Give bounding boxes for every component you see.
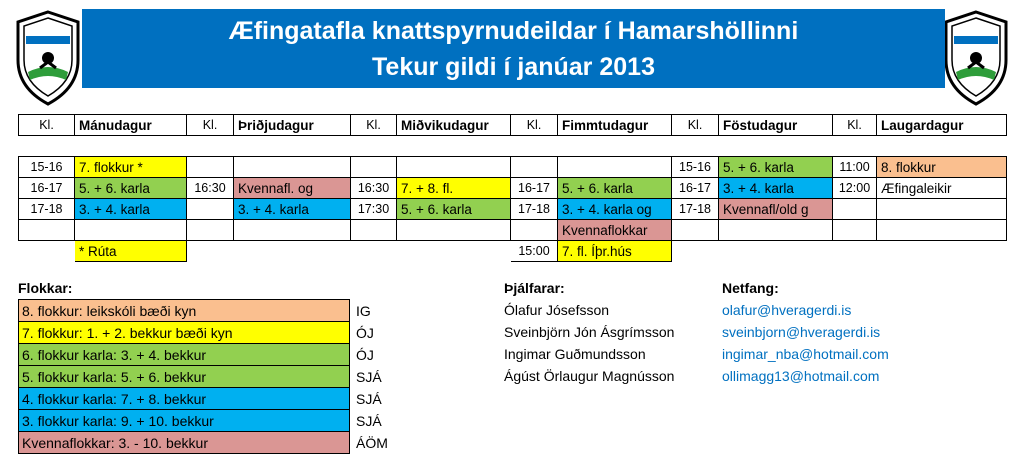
time-cell: 15:00 [511,241,558,262]
session-cell [877,241,1007,262]
time-cell: 16:30 [351,178,397,199]
category-row [19,388,391,410]
session-cell: Kvennaflokkar [558,220,672,241]
time-column-header: Kl. [833,115,877,136]
day-header-row [19,115,1007,136]
schedule-row [19,157,1007,178]
day-header-tuesday: Þriðjudagur [234,115,351,136]
schedule-row [19,199,1007,220]
time-column-header: Kl. [19,115,75,136]
category-label: 5. flokkur karla: 5. + 6. bekkur [19,366,350,388]
coach-code: IG [356,302,371,319]
time-cell [187,157,234,178]
schedule-grid [18,156,1007,262]
time-cell [187,199,234,220]
session-cell: 5. + 6. karla [719,157,833,178]
session-cell: 5. + 6. karla [75,178,187,199]
title-banner [82,9,945,88]
schedule-header-table [18,114,1007,136]
session-cell [75,220,187,241]
category-label: 8. flokkur: leikskóli bæði kyn [19,300,350,322]
session-cell [719,241,833,262]
time-cell [833,241,877,262]
session-cell: 3. + 4. karla og [558,199,672,220]
time-cell [187,241,234,262]
session-cell: Kvennafl. og [234,178,351,199]
page-title: Æfingatafla knattspyrnudeildar í Hamarshöllinni [228,17,799,45]
time-cell [19,241,75,262]
session-cell: 3. + 4. karla [234,199,351,220]
session-cell: 5. + 6. karla [558,178,672,199]
email-link[interactable]: ingimar_nba@hotmail.com [722,346,889,362]
time-column-header: Kl. [511,115,558,136]
categories-heading: Flokkar: [18,280,73,296]
time-cell [351,157,397,178]
email-link[interactable]: ollimagg13@hotmail.com [722,368,880,384]
time-cell: 17-18 [511,199,558,220]
session-cell: Kvennafl/old g [719,199,833,220]
day-header-thursday: Fimmtudagur [558,115,672,136]
coach-name: Sveinbjörn Jón Ásgrímsson [504,324,675,340]
time-cell [833,220,877,241]
club-crest-logo-right [942,10,1010,106]
schedule-row [19,178,1007,199]
session-cell [397,241,511,262]
category-row [19,432,391,454]
time-cell [833,199,877,220]
time-cell [351,241,397,262]
session-cell [719,220,833,241]
email-link[interactable]: sveinbjorn@hveragerdi.is [722,324,881,340]
email-heading: Netfang: [722,280,779,296]
category-row [19,322,391,344]
session-cell: 7. + 8. fl. [397,178,511,199]
session-cell [558,157,672,178]
coach-code: SJÁ [356,390,382,407]
day-header-wednesday: Miðvikudagur [397,115,511,136]
page-subtitle: Tekur gildi í janúar 2013 [372,53,655,81]
time-cell: 15-16 [672,157,719,178]
time-cell: 17:30 [351,199,397,220]
schedule-row [19,220,1007,241]
coach-code: SJÁ [356,412,382,429]
coach-name: Ólafur Jósefsson [504,302,610,318]
session-cell: 5. + 6. karla [397,199,511,220]
time-cell: 16-17 [511,178,558,199]
time-cell [351,220,397,241]
coach-name: Ingimar Guðmundsson [504,346,646,362]
session-cell [397,220,511,241]
category-label: 7. flokkur: 1. + 2. bekkur bæði kyn [19,322,350,344]
category-row [19,410,391,432]
session-cell [397,157,511,178]
coaches-heading: Þjálfarar: [504,280,565,296]
session-cell: 8. flokkur [877,157,1007,178]
session-cell [234,220,351,241]
session-cell: 3. + 4. karla [75,199,187,220]
time-cell: 17-18 [672,199,719,220]
category-label: Kvennaflokkar: 3. - 10. bekkur [19,432,350,454]
category-label: 4. flokkur karla: 7. + 8. bekkur [19,388,350,410]
time-column-header: Kl. [672,115,719,136]
day-header-saturday: Laugardagur [877,115,1007,136]
time-cell: 12:00 [833,178,877,199]
time-cell [672,241,719,262]
session-cell: Æfingaleikir [877,178,1007,199]
session-cell [877,220,1007,241]
day-header-friday: Föstudagur [719,115,833,136]
category-label: 6. flokkur karla: 3. + 4. bekkur [19,344,350,366]
category-label: 3. flokkur karla: 9. + 10. bekkur [19,410,350,432]
time-cell: 15-16 [19,157,75,178]
time-cell: 17-18 [19,199,75,220]
session-cell [877,199,1007,220]
time-cell [187,220,234,241]
category-row [19,366,391,388]
session-cell: 7. flokkur * [75,157,187,178]
schedule-row [19,241,1007,262]
session-cell: * Rúta [75,241,187,262]
time-cell: 16-17 [672,178,719,199]
time-cell: 16-17 [19,178,75,199]
session-cell: 7. fl. Íþr.hús [558,241,672,262]
category-row [19,344,391,366]
session-cell: 3. + 4. karla [719,178,833,199]
coach-code: ÓJ [356,346,374,363]
coach-name: Ágúst Örlaugur Magnússon [504,368,675,384]
day-header-monday: Mánudagur [75,115,187,136]
time-column-header: Kl. [351,115,397,136]
time-cell: 11:00 [833,157,877,178]
session-cell [234,157,351,178]
session-cell [234,241,351,262]
coach-code: ÁÖM [356,434,388,451]
time-cell [511,157,558,178]
time-cell [19,220,75,241]
time-cell: 16:30 [187,178,234,199]
time-cell [672,220,719,241]
coach-code: SJÁ [356,368,382,385]
time-cell [511,220,558,241]
time-column-header: Kl. [187,115,234,136]
category-row [19,300,391,322]
categories-legend [18,299,391,454]
club-crest-logo-left [14,10,82,106]
coach-code: ÓJ [356,324,374,341]
email-link[interactable]: olafur@hveragerdi.is [722,302,852,318]
